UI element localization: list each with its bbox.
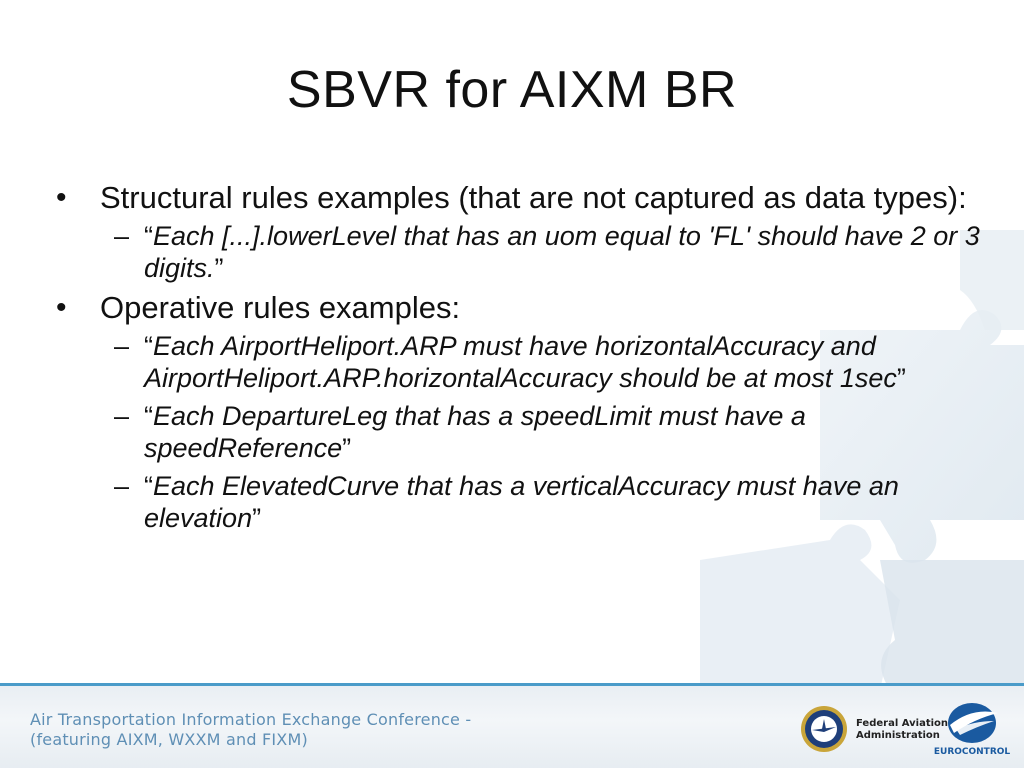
conference-line-2: (featuring AIXM, WXXM and FIXM) [30,730,308,749]
bullet-list [56,180,986,540]
sub-bullet-text: Each AirportHeliport.ARP must have horizontalAccuracy and AirportHeliport.ARP.horizontalAccuracy should be at most 1sec [144,331,897,393]
bullet-dot: • [56,291,67,324]
sub-bullet-dash: – [114,471,130,501]
sub-bullet-dash: – [114,331,130,361]
bullet-dot: • [56,181,67,214]
sub-bullet-lowerlevel-rule [100,220,986,284]
footer-bar [0,683,1024,768]
faa-wordmark [856,718,948,742]
close-quote: ” [252,503,262,533]
bullet-operative-rules [56,290,986,326]
open-quote: “ [144,471,153,501]
eurocontrol-label: EUROCONTROL [933,747,1011,757]
conference-line-1: Air Transportation Information Exchange Conference - [30,710,472,729]
open-quote: “ [144,401,153,431]
sub-bullet-airportheliport-rule [100,330,986,394]
sub-bullet-dash: – [114,401,130,431]
bullet-structural-rules [56,180,986,216]
sub-bullet-elevatedcurve-rule [100,470,986,534]
close-quote: ” [214,253,224,283]
sub-bullet-departureleg-rule [100,400,986,464]
sub-bullet-text: Each [...].lowerLevel that has an uom equal to 'FL' should have 2 or 3 digits. [144,221,980,283]
open-quote: “ [144,331,153,361]
faa-seal-logo [800,705,848,753]
bullet-text: Structural rules examples (that are not captured as data types): [100,180,967,215]
close-quote: ” [896,363,906,393]
conference-name [30,710,471,750]
faa-line-2: Administration [856,730,940,741]
sub-bullet-text: Each DepartureLeg that has a speedLimit must have a speedReference [144,401,806,463]
sub-bullet-text: Each ElevatedCurve that has a verticalAccuracy must have an elevation [144,471,899,533]
slide-title: SBVR for AIXM BR [286,61,738,119]
bullet-text: Operative rules examples: [100,290,461,325]
eurocontrol-logo [944,699,1000,745]
sub-bullet-dash: – [114,221,130,251]
faa-line-1: Federal Aviation [856,718,949,729]
open-quote: “ [144,221,153,251]
close-quote: ” [342,433,352,463]
